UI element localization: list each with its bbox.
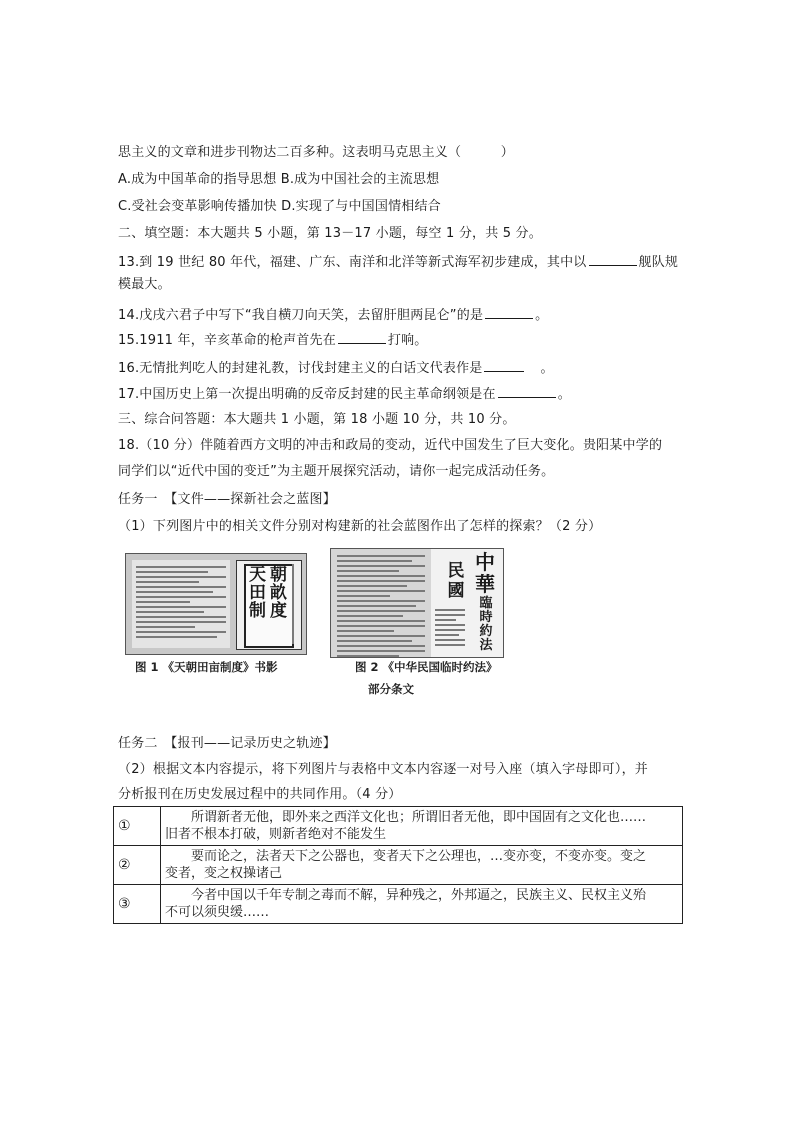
question-14: [118, 305, 548, 325]
answer-blank[interactable]: [498, 384, 556, 398]
row-text: [161, 807, 683, 846]
question-16-tail: 。: [540, 361, 554, 376]
fig1-char: 制: [249, 601, 266, 621]
source-text-table: [113, 806, 683, 924]
answer-blank[interactable]: [484, 358, 524, 372]
task-1-heading: 任务一 【文件——探新社会之蓝图】: [118, 492, 336, 507]
row-number: ②: [114, 846, 161, 885]
fig1-char: 畝: [270, 583, 287, 603]
question-14-text: 14.戊戌六君子中写下“我自横刀向天笑，去留肝胆两昆仑”的是: [118, 308, 484, 323]
section-comprehensive-heading: 三、综合问答题：本大题共 1 小题，第 18 小题 10 分，共 10 分。: [118, 412, 516, 427]
fig1-char: 朝: [270, 565, 287, 585]
row-text-line2: 不可以须臾缓……: [165, 905, 270, 920]
fig1-char: 田: [249, 583, 266, 603]
question-13-text-tail: 舰队规: [638, 255, 679, 270]
figure-2-caption-line1: 图 2 《中华民国临时约法》: [355, 660, 498, 674]
question-18-line1: 18.（10 分）伴随着西方文明的冲击和政局的变动，近代中国发生了巨大变化。贵阳某中学的: [118, 438, 663, 453]
answer-blank[interactable]: [485, 305, 533, 319]
question-13-line1: [118, 252, 678, 272]
answer-blank[interactable]: [589, 252, 637, 266]
task-2-heading: 任务二 【报刊——记录历史之轨迹】: [118, 736, 336, 751]
question-16-text: 16.无情批判吃人的封建礼教，讨伐封建主义的白话文代表作是: [118, 361, 483, 376]
question-17-tail: 。: [557, 387, 571, 402]
question-15: [118, 330, 428, 350]
section-fill-blank-heading: 二、填空题：本大题共 5 小题，第 13－17 小题，每空 1 分，共 5 分。: [118, 226, 542, 241]
fig1-char: 天: [249, 565, 266, 585]
row-text-line1: 要而论之，法者天下之公器也，变者天下之公理也，…变亦变，不变亦变。变之: [191, 849, 647, 864]
fig2-char: 中: [475, 550, 495, 574]
task-2-question-line2: 分析报刊在历史发展过程中的共同作用。（4 分）: [118, 787, 402, 802]
fig2-char: 民: [447, 561, 465, 581]
answer-blank[interactable]: [338, 330, 386, 344]
fig2-char: 時: [479, 610, 493, 625]
fig2-char: 約: [479, 624, 493, 639]
table-row: [114, 846, 683, 885]
question-14-tail: 。: [535, 308, 549, 323]
fig1-char: 度: [270, 601, 287, 621]
task-2-question-line1: （2）根据文本内容提示，将下列图片与表格中文本内容逐一对号入座（填入字母即可），并: [118, 762, 648, 777]
figure-1-image: [125, 553, 307, 655]
question-12-stem: 思主义的文章和进步刊物达二百多种。这表明马克思主义（ ）: [118, 145, 515, 160]
fig2-char: 臨: [479, 596, 493, 611]
question-15-tail: 打响。: [387, 333, 428, 348]
question-17-text: 17.中国历史上第一次提出明确的反帝反封建的民主革命纲领是在: [118, 387, 496, 402]
figure-2-caption-line2: 部分条文: [368, 682, 414, 696]
figure-2-image: [330, 548, 504, 658]
row-number: ③: [114, 885, 161, 924]
row-text-line1: 所谓新者无他，即外来之西洋文化也；所谓旧者无他，即中国固有之文化也……: [191, 810, 647, 825]
task-1-question: （1）下列图片中的相关文件分别对构建新的社会蓝图作出了怎样的探索？（2 分）: [118, 519, 602, 534]
row-text-line1: 今者中国以千年专制之毒而不解，异种残之，外邦逼之，民族主义、民权主义殆: [191, 888, 647, 903]
table-row: [114, 807, 683, 846]
row-number: ①: [114, 807, 161, 846]
question-17: [118, 384, 571, 404]
fig2-char: 華: [475, 572, 495, 596]
row-text: [161, 846, 683, 885]
question-12-options-cd: C.受社会变革影响传播加快 D.实现了与中国国情相结合: [118, 199, 441, 214]
question-13-text: 13.到 19 世纪 80 年代，福建、广东、南洋和北洋等新式海军初步建成，其中以: [118, 255, 587, 270]
figure-1-caption: 图 1 《天朝田亩制度》书影: [135, 660, 278, 674]
row-text: [161, 885, 683, 924]
question-18-line2: 同学们以“近代中国的变迁”为主题开展探究活动，请你一起完成活动任务。: [118, 464, 555, 479]
fig2-char: 國: [447, 581, 465, 601]
question-12-options-ab: A.成为中国革命的指导思想 B.成为中国社会的主流思想: [118, 172, 440, 187]
question-15-text: 15.1911 年，辛亥革命的枪声首先在: [118, 333, 336, 348]
figure-1-title-chars: [247, 566, 289, 620]
fig2-char: 法: [479, 638, 493, 653]
row-text-line2: 旧者不根本打破，则新者绝对不能发生: [165, 827, 387, 842]
row-text-line2: 变者，变之权操诸己: [165, 866, 283, 881]
question-13-line2: 模最大。: [118, 277, 171, 292]
question-16: [118, 358, 554, 378]
table-row: [114, 885, 683, 924]
